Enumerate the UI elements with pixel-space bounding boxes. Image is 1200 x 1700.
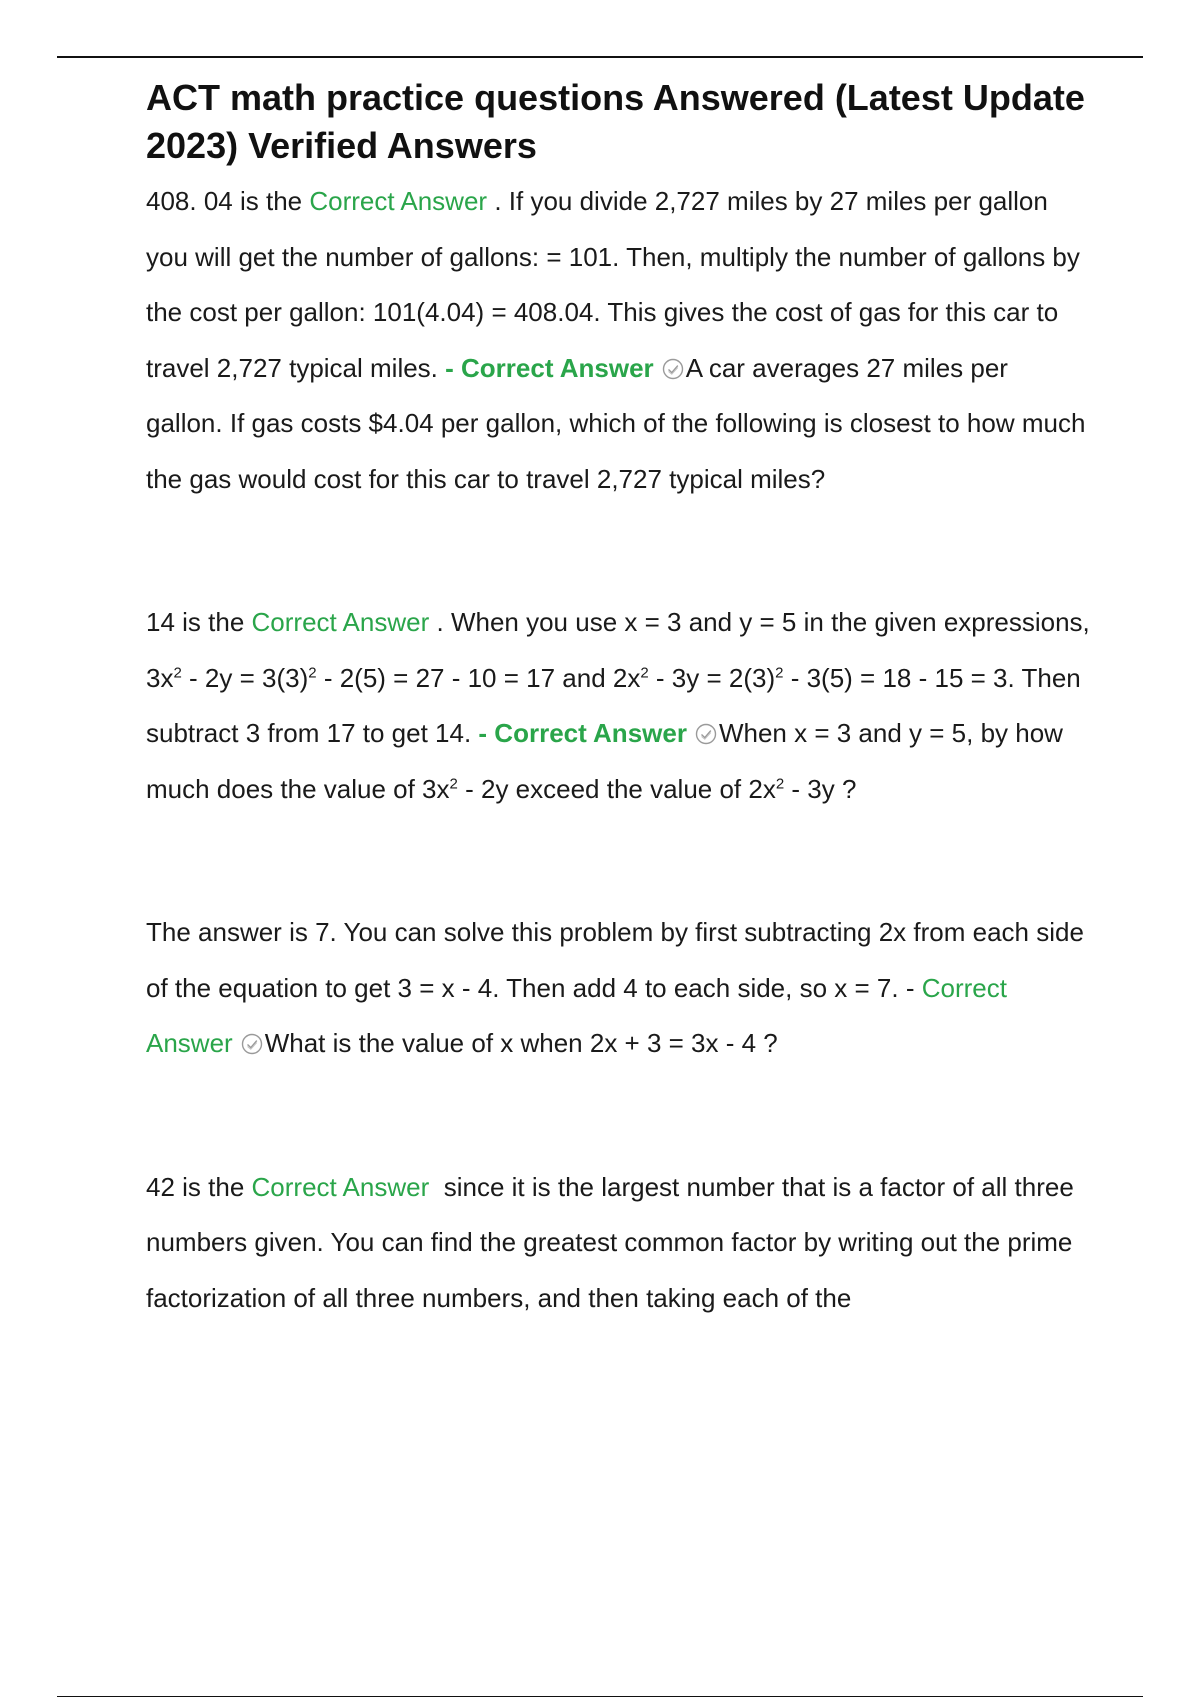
superscript: 2 — [449, 774, 458, 792]
superscript: 2 — [640, 663, 649, 681]
answer-prefix: 14 is the — [146, 607, 245, 637]
superscript: 2 — [308, 663, 317, 681]
answer-prefix: 408. 04 is the — [146, 186, 303, 216]
page-title: ACT math practice questions Answered (Latest Update 2023) Verified Answers — [146, 77, 1085, 166]
qa-block-2 — [146, 595, 1090, 817]
question-text-part: - 3y ? — [784, 773, 857, 804]
qa-block-1 — [146, 174, 1090, 507]
check-circle-icon — [695, 723, 717, 745]
answer-explanation: since it is the largest number that is a factor of all three numbers given. You can find the greatest common factor by writing out the prime factorization of all three numbers, and then taking each of the — [146, 1171, 1074, 1313]
superscript: 2 — [173, 663, 182, 681]
answer-explanation: The answer is 7. You can solve this problem by first subtracting 2x from each side of the equation to get 3 = x - 4. Then add 4 to each side, so x = 7. - — [146, 917, 1084, 1003]
correct-answer-label: Correct Answer — [251, 1171, 430, 1202]
answer-explanation-part: - 3(5) = 18 - 15 = 3. Then subtract 3 from 17 to get 14. — [146, 662, 1081, 748]
correct-answer-marker: - Correct Answer — [478, 718, 687, 748]
answer-explanation-part: - 2y = 3(3) — [181, 662, 309, 693]
superscript: 2 — [775, 774, 785, 792]
superscript: 2 — [775, 663, 784, 681]
bottom-rule — [57, 1696, 1143, 1697]
correct-answer-label: Correct Answer — [146, 972, 1007, 1058]
qa-block-3 — [146, 905, 1090, 1072]
answer-prefix: 42 is the — [146, 1171, 245, 1202]
answer-explanation-part: . When you use x = 3 and y = 5 in the given expressions, 3x — [146, 607, 1090, 693]
answer-explanation-part: - 2(5) = 27 - 10 = 17 and 2x — [316, 662, 641, 693]
check-circle-icon — [662, 358, 684, 380]
question-text: What is the value of x when 2x + 3 = 3x - 4 ? — [264, 1028, 778, 1058]
correct-answer-label: Correct Answer — [309, 186, 488, 216]
answer-explanation-part: - 3y = 2(3) — [648, 662, 776, 693]
correct-answer-marker: - Correct Answer — [445, 352, 654, 383]
question-text-part: - 2y exceed the value of 2x — [457, 773, 776, 804]
answer-explanation: . If you divide 2,727 miles by 27 miles per gallon you will get the number of gallons: = 101. Then, multiply the number of gallons by the cost per gallon: 101(4.04) = 408.04. This gives the cost of gas for this car to travel 2,727 typical miles. — [146, 186, 1080, 383]
question-text: A car averages 27 miles per gallon. If gas costs $4.04 per gallon, which of the following is closest to how much the gas would cost for this car to travel 2,727 typical miles? — [146, 352, 1086, 494]
correct-answer-label: Correct Answer — [251, 607, 430, 637]
top-rule — [57, 56, 1143, 58]
check-circle-icon — [241, 1033, 263, 1055]
qa-block-4 — [146, 1160, 1090, 1327]
question-text-part: When x = 3 and y = 5, by how much does the value of 3x — [146, 718, 1063, 804]
document-body — [146, 74, 1090, 1326]
